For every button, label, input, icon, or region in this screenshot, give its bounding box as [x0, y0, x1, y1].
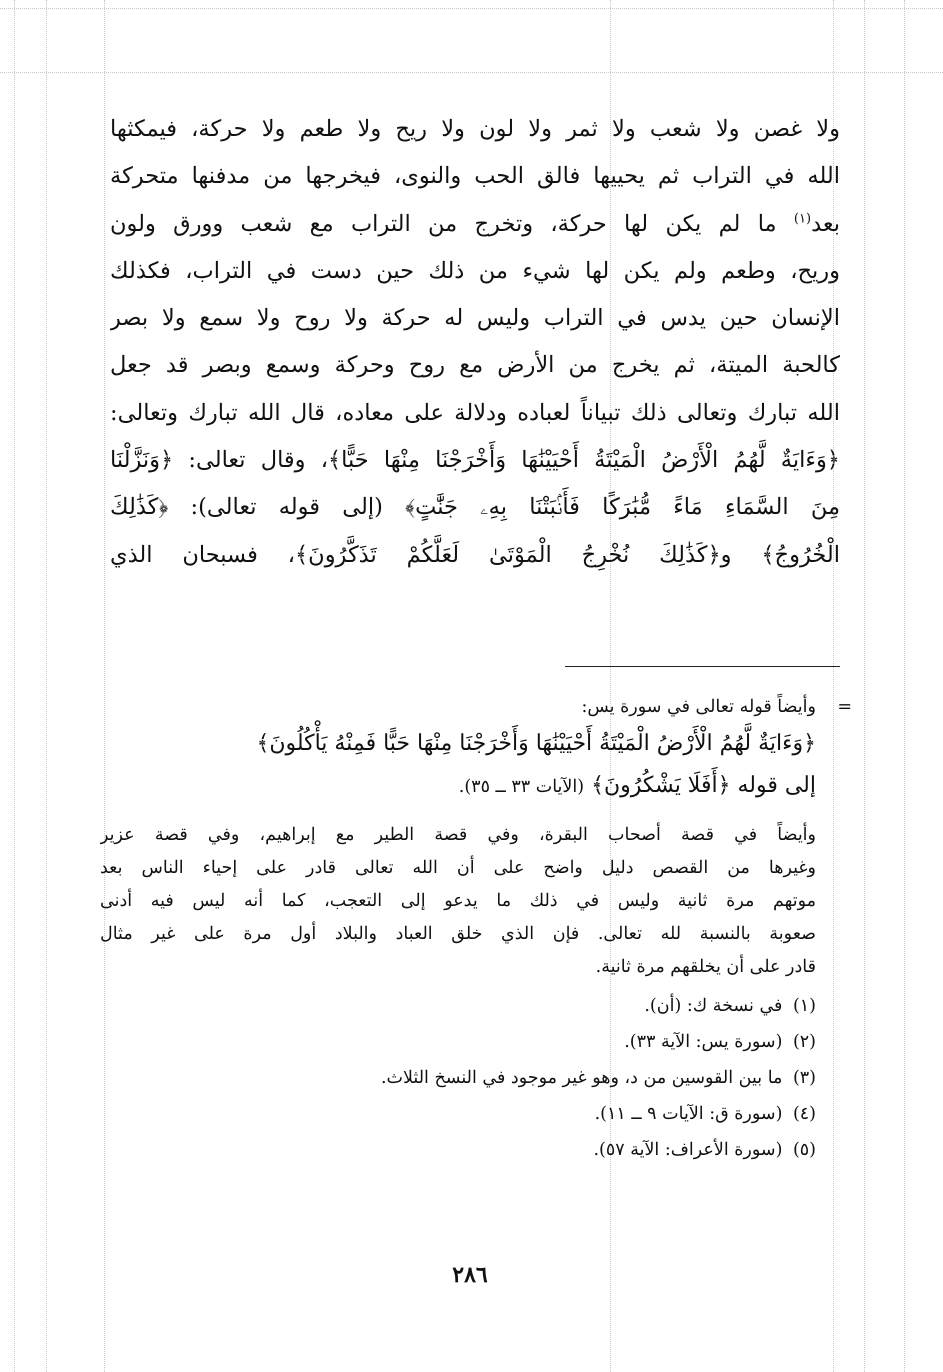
footnote-number: (٢): [792, 1032, 816, 1052]
body-line: وريح، وطعم ولم يكن لها شيء من ذلك حين دست في التراب، فكذلك: [110, 257, 840, 284]
footnote-text: (سورة يس: الآية ٣٣).: [624, 1032, 783, 1052]
quote-end-verse: ﴿أَفَلَا يَشْكُرُونَ﴾: [591, 773, 731, 798]
note-line: وغيرها من القصص دليل واضح على أن الله تعالى قادر على إحياء الناس بعد: [100, 858, 816, 878]
note-intro-text: وأيضاً قوله تعالى في سورة يس:: [581, 697, 816, 717]
body-line-with-footnote: [110, 201, 840, 248]
body-line: الله في التراب ثم يحييها فالق الحب والنوى، فيخرجها من مدفنها متحركة: [110, 163, 840, 190]
body-line: ولا غصن ولا شعب ولا ثمر ولا لون ولا ريح ولا طعم ولا حركة، فيمكثها: [110, 116, 840, 142]
footnote-text: ما بين القوسين من د، وهو غير موجود في النسخ الثلاث.: [380, 1068, 783, 1088]
footnote-number: (٥): [792, 1140, 816, 1160]
footnote-marker: (١): [793, 211, 812, 227]
footnotes-section: [100, 690, 852, 1168]
main-text: [110, 106, 840, 579]
footnote-item: [100, 988, 816, 1024]
quran-verse-line: مِنَ السَّمَاءِ مَاءً مُّبَٰرَكًا فَأَنۢبَتْنَا بِهِۦ جَنَّٰتٍ﴾ (إلى قوله تعالى): ﴿كَذَٰلِكَ: [110, 494, 840, 521]
note-line: قادر على أن يخلقهم مرة ثانية.: [595, 957, 816, 977]
note-paragraph: [100, 819, 816, 984]
footnote-text: (سورة الأعراف: الآية ٥٧).: [593, 1140, 783, 1160]
quote-end-prefix: إلى قوله: [737, 773, 816, 798]
footnote-separator: [565, 666, 840, 667]
scan-artifact: [14, 0, 15, 1372]
scan-artifact: [904, 0, 905, 1372]
scan-artifact: [0, 8, 943, 9]
scan-artifact: [864, 0, 865, 1372]
footnote-text: في نسخة ك: (أن).: [644, 996, 783, 1016]
quran-quote-end: [100, 764, 816, 809]
note-line: صعوبة بالنسبة لله تعالى. فإن الذي خلق العباد والبلاد أول مرة على غير مثال: [100, 924, 816, 944]
footnote-item: [100, 1096, 816, 1132]
footnote-number: (٣): [792, 1068, 816, 1088]
body-line: كالحبة الميتة، ثم يخرج من الأرض مع روح وحركة وسمع وبصر قد جعل: [110, 352, 840, 379]
quran-verse-line: ﴿وَءَايَةٌ لَّهُمُ الْأَرْضُ الْمَيْتَةُ أَحْيَيْنَٰهَا وَأَخْرَجْنَا مِنْهَا حَبًّا﴾، وقال تعالى: ﴿وَنَزَّلْنَا: [110, 447, 840, 474]
scan-artifact: [0, 72, 943, 73]
body-line: الإنسان حين يدس في التراب وليس له حركة ولا روح ولا سمع ولا بصر: [110, 305, 840, 332]
footnote-list: [100, 988, 816, 1168]
footnote-text: (سورة ق: الآيات ٩ ــ ١١).: [594, 1104, 783, 1124]
footnote-item: [100, 1132, 816, 1168]
footnote-number: (١): [792, 996, 816, 1016]
note-line: وأيضاً في قصة أصحاب البقرة، وفي قصة الطير مع إبراهيم، وفي قصة عزير: [100, 825, 816, 845]
body-line-rest: ما لم يكن لها حركة، وتخرج من التراب مع شعب وورق ولون: [110, 210, 777, 237]
quran-quote: ﴿وَءَايَةٌ لَّهُمُ الْأَرْضُ الْمَيْتَةُ أَحْيَيْنَٰهَا وَأَخْرَجْنَا مِنْهَا حَبًّا فَمِنْهُ يَأْكُلُونَ﴾: [256, 731, 816, 756]
quote-reference: (الآيات ٣٣ ــ ٣٥).: [458, 777, 585, 797]
page-number: ٢٨٦: [452, 1262, 488, 1288]
scan-artifact: [46, 0, 47, 1372]
note-line: موتهم مرة ثانية وليس في ذلك ما يدعو إلى التعجب، كما أنه ليس فيه أدنى: [100, 891, 816, 911]
continuation-sign: =: [837, 697, 852, 717]
footnote-item: [100, 1024, 816, 1060]
quran-verse-line: الْخُرُوجُ﴾ و﴿كَذَٰلِكَ نُخْرِجُ الْمَوْتَىٰ لَعَلَّكُمْ تَذَكَّرُونَ﴾، فسبحان الذي: [110, 541, 840, 568]
body-line: الله تبارك وتعالى ذلك تبياناً لعباده ودلالة على معاده، قال الله تبارك وتعالى:: [110, 399, 840, 426]
note-intro: [100, 690, 852, 724]
footnote-item: [100, 1060, 816, 1096]
body-line-prefix: بعد: [811, 210, 840, 237]
footnote-number: (٤): [792, 1104, 816, 1124]
